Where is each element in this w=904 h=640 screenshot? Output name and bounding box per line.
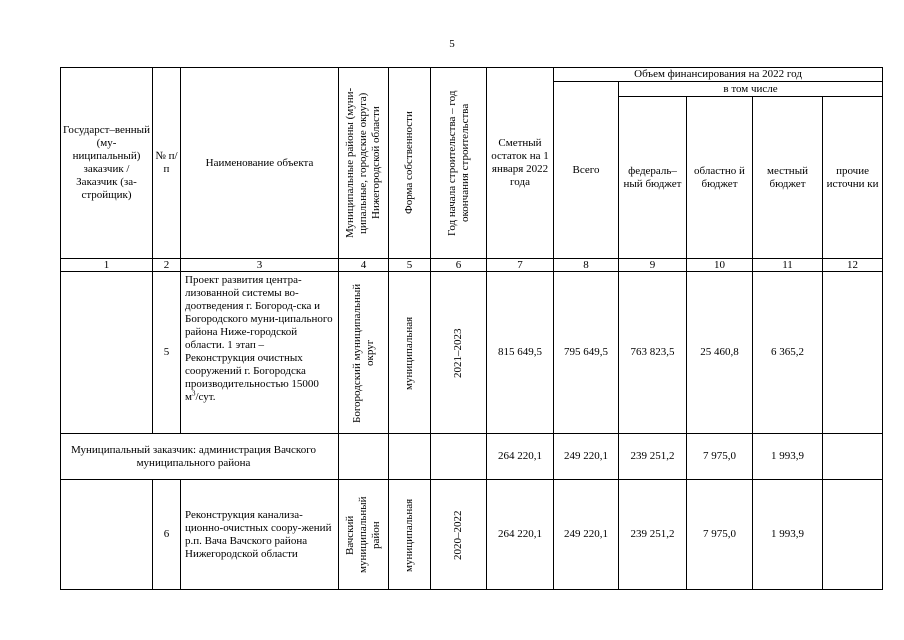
table-row <box>61 272 883 434</box>
header-object-name: Наименование объекта <box>181 68 339 259</box>
table-row <box>61 480 883 590</box>
years-cell: 2021–2023 <box>452 327 464 378</box>
other-cell <box>823 434 883 480</box>
header-total: Всего <box>554 82 619 259</box>
customer-name: Муниципальный заказчик: администрация Вачского муниципального района <box>61 434 339 480</box>
page-number: 5 <box>449 38 455 50</box>
balance-cell: 264 220,1 <box>487 480 554 590</box>
federal-cell: 763 823,5 <box>619 272 687 434</box>
object-name-cell <box>181 272 339 434</box>
header-including: в том числе <box>619 82 883 97</box>
other-cell <box>823 480 883 590</box>
customer-row <box>61 434 883 480</box>
column-number: 5 <box>389 259 431 272</box>
column-number: 10 <box>687 259 753 272</box>
column-number: 1 <box>61 259 153 272</box>
regional-cell: 25 460,8 <box>687 272 753 434</box>
local-cell: 1 993,9 <box>753 434 823 480</box>
header-years: Год начала строительства – год окончания строительства <box>445 90 471 236</box>
column-number: 12 <box>823 259 883 272</box>
column-number: 7 <box>487 259 554 272</box>
object-name-cell <box>181 480 339 590</box>
balance-cell: 264 220,1 <box>487 434 554 480</box>
header-balance: Сметный остаток на 1 января 2022 года <box>487 68 554 259</box>
column-number: 11 <box>753 259 823 272</box>
column-number: 8 <box>554 259 619 272</box>
total-cell: 795 649,5 <box>554 272 619 434</box>
column-numbers-row <box>61 259 883 272</box>
unit-superscript: 3 <box>191 389 196 398</box>
district-cell: Богородский муниципальный округ <box>350 282 376 423</box>
column-number: 3 <box>181 259 339 272</box>
regional-cell: 7 975,0 <box>687 434 753 480</box>
customer-cell <box>61 480 153 590</box>
row-number: 5 <box>153 272 181 434</box>
other-cell <box>823 272 883 434</box>
header-regional: областно й бюджет <box>687 97 753 259</box>
row-number: 6 <box>153 480 181 590</box>
header-other: прочие источни ки <box>823 97 883 259</box>
ownership-cell: муниципальная <box>403 315 415 390</box>
balance-cell: 815 649,5 <box>487 272 554 434</box>
district-cell: Вачский муниципальный район <box>344 496 382 573</box>
column-number: 2 <box>153 259 181 272</box>
header-number: № п/п <box>153 68 181 259</box>
financing-table <box>60 67 883 590</box>
header-district: Муниципальные районы (муни-ципальные, городские округа) Нижегородской области <box>344 87 382 239</box>
local-cell: 6 365,2 <box>753 272 823 434</box>
customer-cell <box>61 272 153 434</box>
header-ownership: Форма собственности <box>403 111 415 215</box>
local-cell: 1 993,9 <box>753 480 823 590</box>
object-name: Проект развития центра-лизованной системы во-доотведения г. Богород-ска и Богородского муни-ципального района Ниже-городской области. 1 этап – Реконструкция очистных сооружений г. Богородска производительностью 15000 м <box>185 274 333 403</box>
column-number: 9 <box>619 259 687 272</box>
header-local: местный бюджет <box>753 97 823 259</box>
federal-cell: 239 251,2 <box>619 434 687 480</box>
column-number: 4 <box>339 259 389 272</box>
unit-tail: /сут. <box>195 391 216 403</box>
header-customer: Государст–венный (му-ниципальный) заказчик / Заказчик (за-стройщик) <box>61 68 153 259</box>
header-federal: федераль–ный бюджет <box>619 97 687 259</box>
total-cell: 249 220,1 <box>554 480 619 590</box>
object-name: Реконструкция канализа-ционно-очистных соору-жений р.п. Вача Вачского района Нижегородской области <box>185 508 332 560</box>
federal-cell: 239 251,2 <box>619 480 687 590</box>
regional-cell: 7 975,0 <box>687 480 753 590</box>
total-cell: 249 220,1 <box>554 434 619 480</box>
header-funding-group: Объем финансирования на 2022 год <box>554 68 883 82</box>
column-number: 6 <box>431 259 487 272</box>
ownership-cell: муниципальная <box>403 497 415 572</box>
years-cell: 2020–2022 <box>452 509 464 560</box>
